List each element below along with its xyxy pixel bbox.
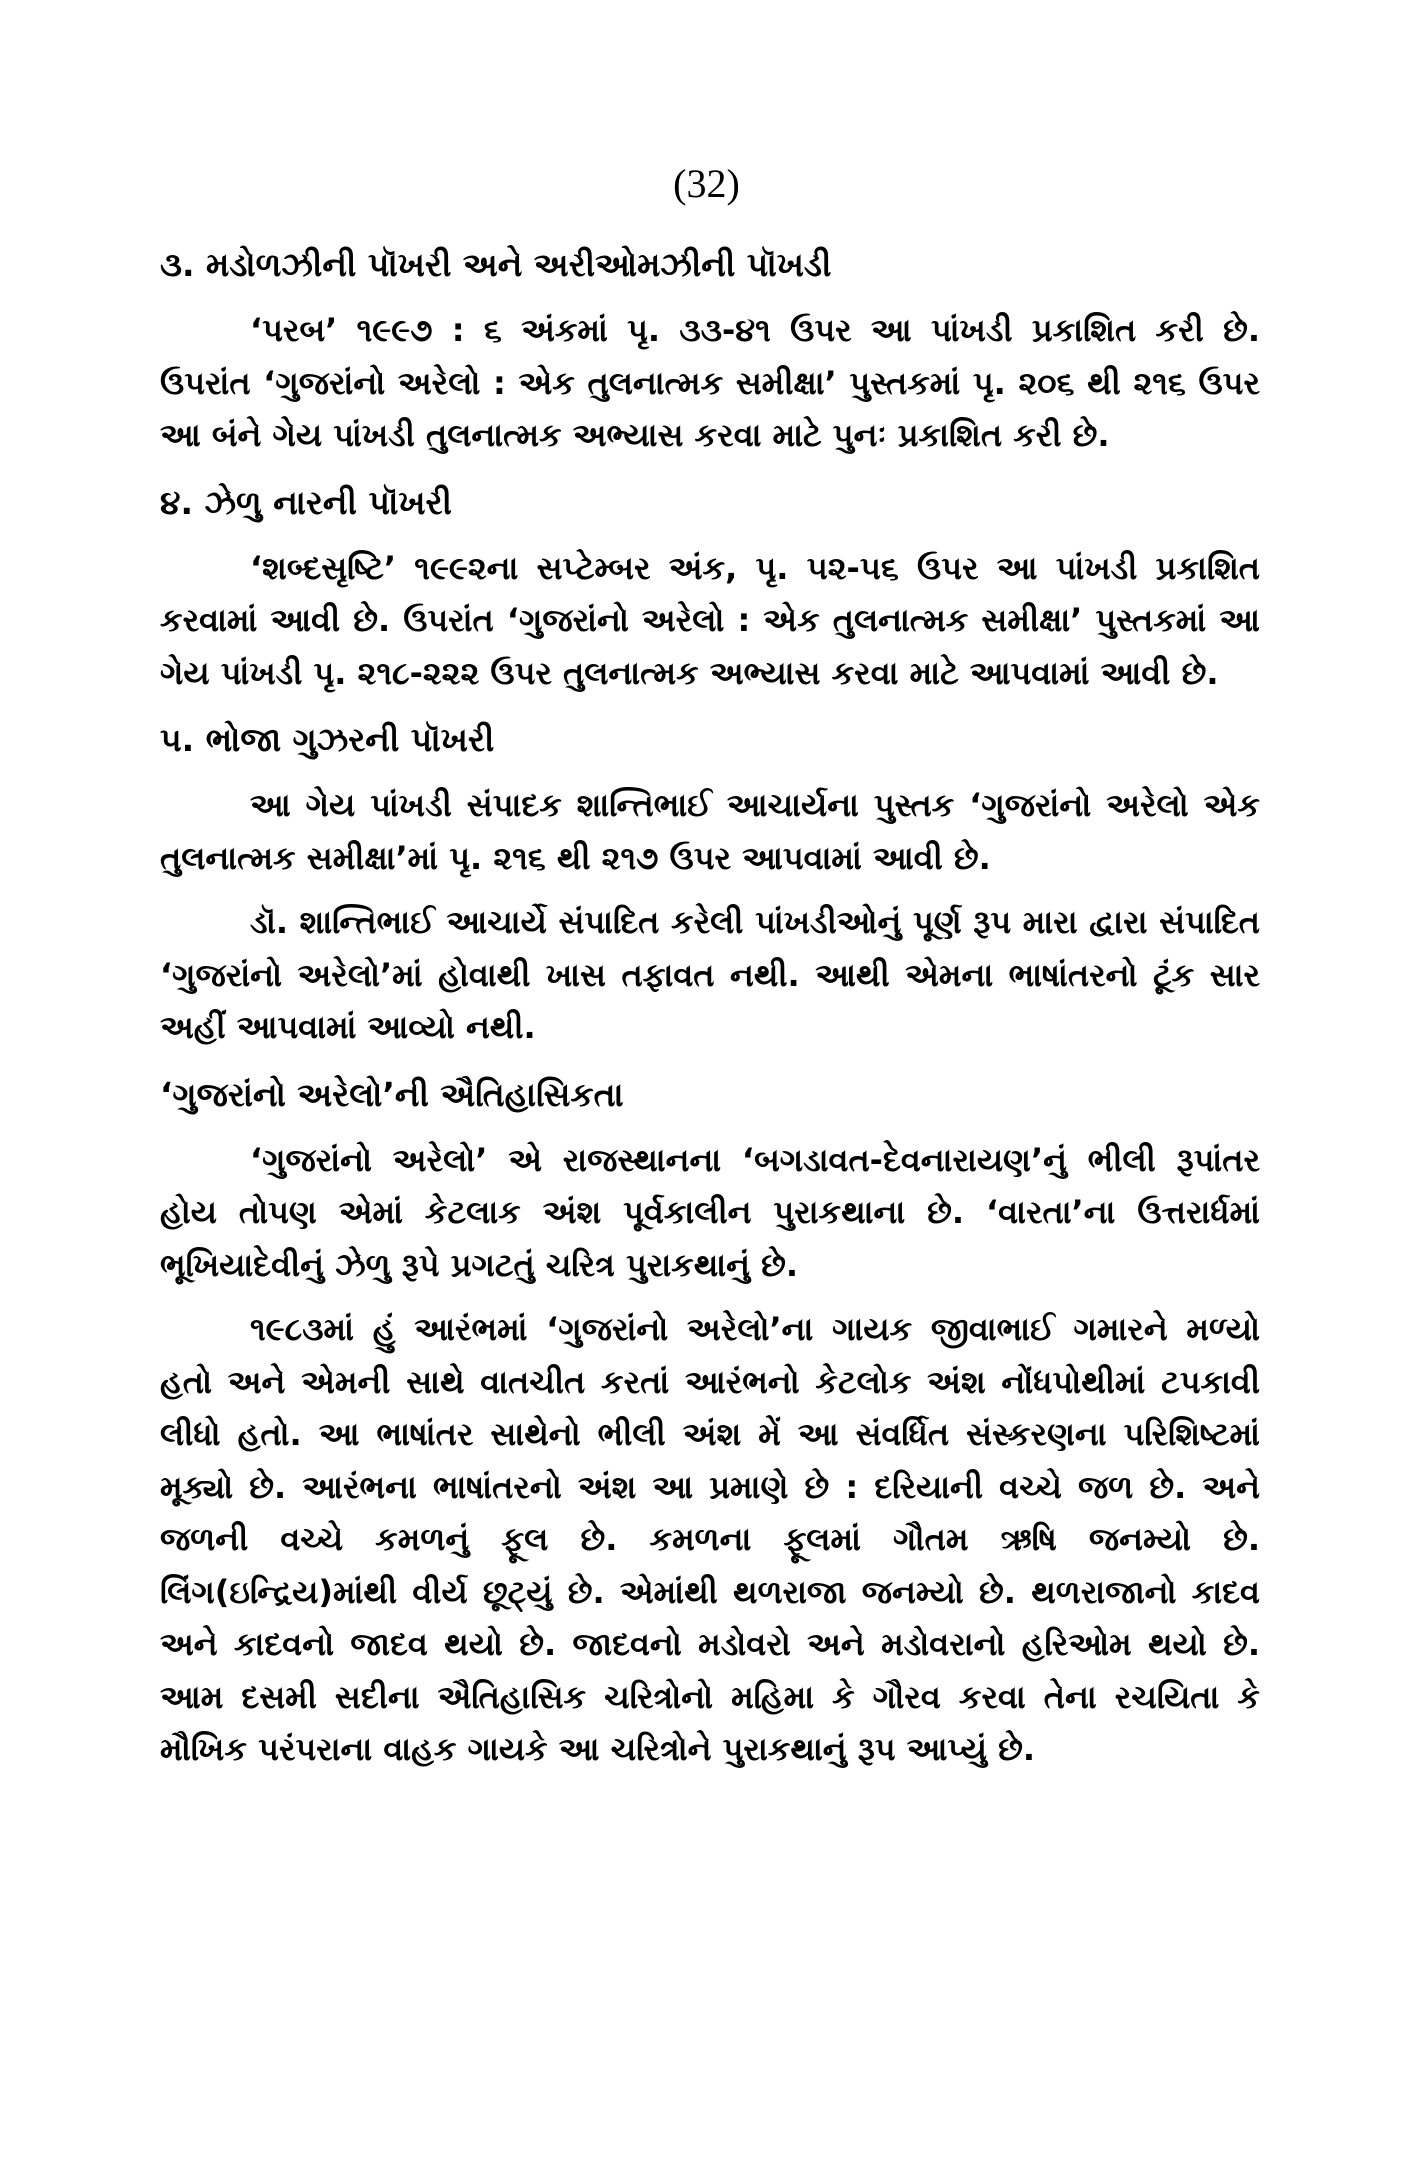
page-number: (32) [673, 161, 740, 206]
paragraph: આ ગેય પાંખડી સંપાદક શાન્તિભાઈ આચાર્યના પુસ્તક ‘ગુજરાંનો અરેલો એક તુલનાત્મક સમીક્ષા’માં પૃ. ૨૧૬ થી ૨૧૭ ઉપર આપવામાં આવી છે. [160, 786, 1260, 877]
section-heading: ૫. ભોજા ગુઝરની પૉખરી [160, 720, 495, 759]
section-heading: ૩. મડોળઝીની પૉખરી અને અરીઓમઝીની પૉખડી [160, 245, 832, 284]
paragraph: ૧૯૮૩માં હું આરંભમાં ‘ગુજરાંનો અરેલો’ના ગાયક જીવાભાઈ ગમારને મળ્યો હતો અને એમની સાથે વાતચીત કરતાં આરંભનો કેટલોક અંશ નોંધપોથીમાં ટપકાવી લીધો હતો. આ ભાષાંતર સાથેનો ભીલી અંશ મેં આ સંવર્ધિત સંસ્કરણના પરિશિષ્ટમાં મૂક્યો છે. આરંભના ભાષાંતરનો અંશ આ પ્રમાણે છે : દરિયાની વચ્ચે જળ છે. અને જળની વચ્ચે કમળનું ફૂલ છે. કમળના ફૂલમાં ગૌતમ ઋષિ જનમ્યો છે. લિંગ(ઇન્દ્રિય)માંથી વીર્ય છૂટ્યું છે. એમાંથી થળરાજા જનમ્યો છે. થળરાજાનો કાદવ અને કાદવનો જાદવ થયો છે. જાદવનો મડોવરો અને મડોવરાનો હરિઓમ થયો છે. આમ દસમી સદીના ઐતિહાસિક ચરિત્રોનો મહિમા કે ગૌરવ કરવા તેના રચયિતા કે મૌખિક પરંપરાના વાહક ગાયકે આ ચરિત્રોને પુરાકથાનું રૂપ આપ્યું છે. [160, 1310, 1260, 1768]
paragraph: ‘પરબ’ ૧૯૯૭ : ૬ અંકમાં પૃ. ૩૩-૪૧ ઉપર આ પાંખડી પ્રકાશિત કરી છે. ઉપરાંત ‘ગુજરાંનો અરેલો : એક તુલનાત્મક સમીક્ષા’ પુસ્તકમાં પૃ. ૨૦૬ થી ૨૧૬ ઉપર આ બંને ગેય પાંખડી તુલનાત્મક અભ્યાસ કરવા માટે પુનઃ પ્રકાશિત કરી છે. [160, 311, 1260, 454]
section-heading: ‘ગુજરાંનો અરેલો’ની ઐતિહાસિકતા [160, 1074, 624, 1114]
section-5 [160, 715, 1260, 1054]
section-3 [160, 240, 1260, 462]
section-heading: ૪. ઝેળુ નારની પૉખરી [160, 482, 452, 522]
paragraph: ‘શબ્દસૃષ્ટિ’ ૧૯૯૨ના સપ્ટેમ્બર અંક, પૃ. ૫૨-૫૬ ઉપર આ પાંખડી પ્રકાશિત કરવામાં આવી છે. ઉપરાંત ‘ગુજરાંનો અરેલો : એક તુલનાત્મક સમીક્ષા’ પુસ્તકમાં આ ગેય પાંખડી પૃ. ૨૧૮-૨૨૨ ઉપર તુલનાત્મક અભ્યાસ કરવા માટે આપવામાં આવી છે. [160, 548, 1260, 692]
page-body [160, 240, 1260, 1788]
paragraph: ડૉ. શાન્તિભાઈ આચાર્યે સંપાદિત કરેલી પાંખડીઓનું પૂર્ણ રૂપ મારા દ્વારા સંપાદિત ‘ગુજરાંનો અરેલો’માં હોવાથી ખાસ તફાવત નથી. આથી એમના ભાષાંતરનો ટૂંક સાર અહીં આપવામાં આવ્યો નથી. [160, 903, 1260, 1046]
paragraph: ‘ગુજરાંનો અરેલો’ એ રાજસ્થાનના ‘બગડાવત-દેવનારાયણ’નું ભીલી રૂપાંતર હોય તોપણ એમાં કેટલાક અંશ પૂર્વકાલીન પુરાકથાના છે. ‘વારતા’ના ઉત્તરાર્ધમાં ભૂખિયાદેવીનું ઝેળુ રૂપે પ્રગટતું ચરિત્ર પુરાકથાનું છે. [160, 1140, 1260, 1284]
section-4 [160, 478, 1260, 700]
section-historicity [160, 1070, 1260, 1776]
